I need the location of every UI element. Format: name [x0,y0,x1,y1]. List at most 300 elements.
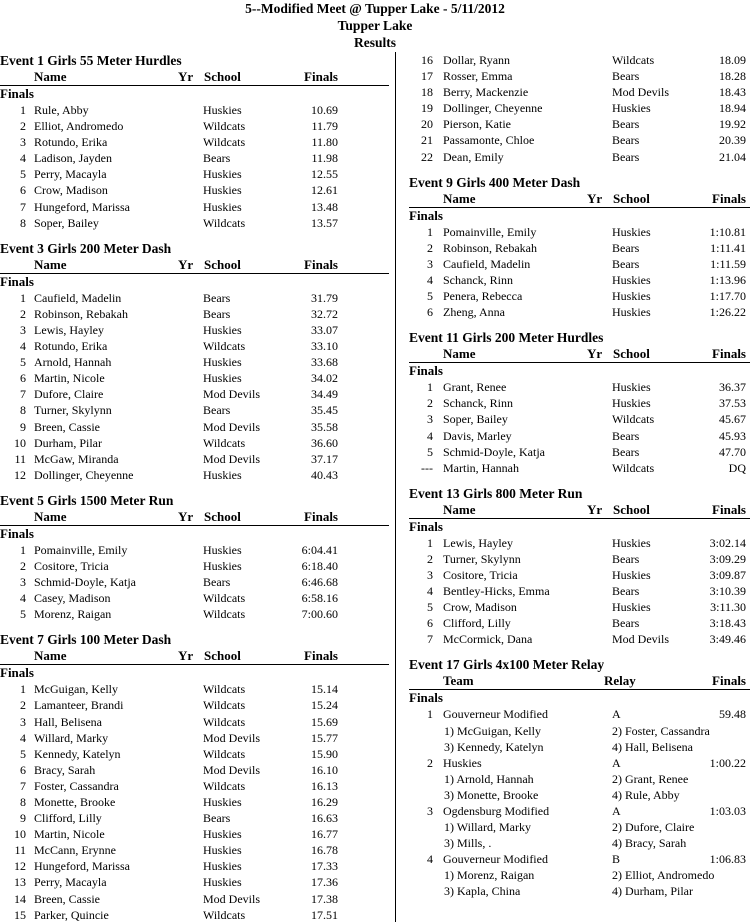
school: Wildcats [203,435,246,450]
school: Huskies [612,289,651,304]
finals-mark: 3:10.39 [709,584,746,599]
result-row [0,858,389,874]
result-row [409,272,750,288]
school: Huskies [612,272,651,287]
finals-mark: 18.43 [719,85,746,100]
col-relay-label: Relay [604,673,636,689]
school: Bears [612,240,640,255]
meet-title: 5--Modified Meet @ Tupper Lake - 5/11/2012 [245,1,505,16]
finals-section-label: Finals [0,525,34,541]
athlete-name: Bentley-Hicks, Emma [443,584,550,599]
athlete-name: Crow, Madison [443,600,517,615]
athlete-name: Lamanteer, Brandi [34,698,124,713]
finals-mark: 32.72 [311,306,338,321]
school: Huskies [612,567,651,582]
school: Bears [612,428,640,443]
result-row [0,370,389,386]
athlete-name: McCann, Erynne [34,843,116,858]
place: 10 [14,827,26,842]
result-row [0,874,389,890]
school: Huskies [203,843,242,858]
col-name-label: Name [34,69,67,84]
school: Mod Devils [203,419,260,434]
result-row [0,215,389,231]
finals-mark: 17.51 [311,907,338,922]
athlete-name: Lewis, Hayley [34,322,104,337]
school: Wildcats [203,591,246,606]
result-row [0,810,389,826]
event-title: Event 9 Girls 400 Meter Dash [409,174,581,190]
place: 6 [20,371,26,386]
right-column [409,52,750,922]
column-header [409,502,750,519]
athlete-name: Parker, Quincie [34,907,109,922]
result-row [409,100,750,116]
place: 5 [20,167,26,182]
school: Bears [612,256,640,271]
school: Wildcats [203,119,246,134]
result-row [0,762,389,778]
team-name: Huskies [443,755,482,770]
col-finals-label: Finals [304,508,338,524]
relay-runner: 4) Durham, Pilar [612,884,693,899]
school: Bears [203,306,231,321]
athlete-name: Monette, Brooke [34,795,116,809]
result-row [0,322,389,338]
place: 3 [20,322,26,337]
finals-mark: 34.02 [311,371,338,386]
finals-mark: 40.43 [311,467,338,482]
school: Bears [203,403,231,418]
school: Wildcats [203,746,246,761]
event-section [409,52,750,165]
finals-mark: 1:17.70 [709,289,746,304]
finals-mark: 12.55 [311,167,338,182]
col-name-label: Name [443,190,476,206]
finals-mark: 15.14 [311,682,338,697]
athlete-name: Elliot, Andromedo [34,119,124,134]
place: 15 [14,907,26,922]
relay-runners-row [409,739,750,755]
finals-section-label: Finals [409,690,443,706]
place: 17 [421,69,433,84]
col-school-label: School [204,256,241,272]
place: 4 [20,339,26,354]
finals-mark: 33.68 [311,355,338,370]
col-finals-label: Finals [304,256,338,272]
result-row [409,615,750,631]
place: 6 [427,305,433,320]
finals-mark: 15.24 [311,698,338,713]
finals-mark: 16.10 [311,762,338,777]
school: Wildcats [203,698,246,713]
place: 16 [421,53,433,67]
place: 8 [20,403,26,418]
relay-runner: 3) Kennedy, Katelyn [444,739,544,754]
athlete-name: Hungeford, Marissa [34,199,130,214]
finals-mark: 10.69 [311,103,338,117]
place: 11 [14,843,26,858]
result-row [409,84,750,100]
col-name-label: Name [443,501,476,517]
result-row [0,730,389,746]
finals-mark: 11.80 [311,135,338,150]
school: Huskies [612,396,651,411]
athlete-name: Breen, Cassie [34,891,100,906]
event-section [409,165,750,321]
finals-mark: 15.90 [311,746,338,761]
school: Huskies [612,535,651,550]
result-row [0,778,389,794]
result-row [0,306,389,322]
finals-mark: 15.77 [311,730,338,745]
result-row [0,558,389,574]
school: Huskies [203,355,242,370]
school: Wildcats [203,682,246,697]
col-yr-label: Yr [178,648,194,664]
event-spacer [0,622,389,631]
school: Wildcats [203,339,246,354]
school: Bears [203,290,231,305]
athlete-name: Hungeford, Marissa [34,859,130,874]
event-section [0,483,389,622]
result-row [409,411,750,427]
athlete-name: Martin, Hannah [443,460,519,475]
athlete-name: Rule, Abby [34,103,89,117]
place: 10 [14,435,26,450]
result-row [0,290,389,306]
athlete-name: Hall, Belisena [34,714,102,729]
finals-mark: 34.49 [311,387,338,402]
place: 4 [427,584,433,599]
athlete-name: Caufield, Madelin [34,290,122,305]
athlete-name: Soper, Bailey [443,412,508,427]
place: 3 [427,567,433,582]
event-spacer [0,483,389,492]
col-yr-label: Yr [587,501,603,517]
result-row [0,842,389,858]
relay-runner: 4) Rule, Abby [612,787,680,802]
school: Wildcats [203,135,246,150]
result-row [409,631,750,647]
school: Huskies [203,467,242,482]
result-row [0,697,389,713]
athlete-name: Soper, Bailey [34,215,99,230]
place: 19 [421,101,433,116]
result-row [0,714,389,730]
relay-runner: 3) Mills, . [444,836,492,851]
place: 2 [427,396,433,411]
place: 4 [427,272,433,287]
athlete-name: Turner, Skylynn [443,551,521,566]
results-heading: Results [353,35,396,50]
athlete-name: Pierson, Katie [443,117,511,132]
result-row [0,590,389,606]
finals-mark: 1:00.22 [709,755,746,770]
result-row [409,444,750,460]
finals-mark: 1:13.96 [709,272,746,287]
event-spacer [409,476,750,485]
place: 1 [20,682,26,697]
athlete-name: Dollar, Ryann [443,53,511,67]
place: 5 [427,289,433,304]
event-section [0,52,389,231]
school: Huskies [612,305,651,320]
finals-mark: 17.36 [311,875,338,890]
relay-runners-row [409,819,750,835]
result-row [0,907,389,923]
finals-mark: 16.77 [311,827,338,842]
event-section [0,622,389,922]
result-row [409,256,750,272]
school: Huskies [612,101,651,116]
result-row [409,460,750,476]
athlete-name: McGaw, Miranda [34,451,119,466]
finals-mark: 31.79 [311,290,338,305]
relay-team-row [409,706,750,722]
athlete-name: Schanck, Rinn [443,272,513,287]
athlete-name: Passamonte, Chloe [443,133,535,148]
place: 12 [14,859,26,874]
column-header [409,346,750,363]
athlete-name: Robinson, Rebakah [443,240,537,255]
finals-mark: 36.37 [719,380,746,395]
school: Wildcats [203,607,246,622]
relay-runner: 3) Kapla, China [444,884,521,899]
finals-mark: 33.07 [311,322,338,337]
relay-runner: 3) Monette, Brooke [444,787,539,802]
col-team-label: Team [443,673,474,689]
place: 6 [20,183,26,198]
result-row [409,68,750,84]
athlete-name: Clifford, Lilly [34,811,102,826]
place: 4 [20,730,26,745]
school: Huskies [203,827,242,842]
left-column [0,52,389,922]
col-name-label: Name [34,508,67,524]
place: 1 [20,290,26,305]
event-section [0,231,389,483]
athlete-name: Turner, Skylynn [34,403,112,418]
athlete-name: Bracy, Sarah [34,762,96,777]
result-row [409,52,750,68]
relay-letter: B [612,852,621,867]
finals-mark: 3:18.43 [709,616,746,631]
event-section [409,476,750,648]
team-name: Gouverneur Modified [443,707,548,722]
col-name-label: Name [34,256,67,272]
finals-section-label: Finals [409,363,443,379]
col-name-label: Name [443,346,476,362]
result-row [0,746,389,762]
finals-mark: 1:10.81 [709,224,746,239]
place: 4 [427,428,433,443]
place: 7 [20,387,26,402]
school: Huskies [203,558,242,573]
finals-mark: 1:11.41 [710,240,746,255]
column-divider [395,52,396,922]
athlete-name: Martin, Nicole [34,371,105,386]
result-row [409,599,750,615]
column-header [409,673,750,690]
relay-runner: 2) Elliot, Andromedo [612,868,715,883]
relay-runners-row [409,771,750,787]
athlete-name: Caufield, Madelin [443,256,531,271]
result-row [409,428,750,444]
event-spacer [409,647,750,656]
result-row [0,419,389,435]
school: Huskies [203,371,242,386]
school: Wildcats [203,215,246,230]
school: Bears [612,551,640,566]
result-row [0,102,389,118]
result-row [409,567,750,583]
finals-mark: 20.39 [719,133,746,148]
col-finals-label: Finals [712,190,746,206]
result-row [409,395,750,411]
finals-mark: 6:18.40 [301,558,338,573]
school: Mod Devils [612,85,669,100]
col-school-label: School [204,648,241,664]
finals-mark: 35.45 [311,403,338,418]
relay-team-row [409,803,750,819]
athlete-name: Ladison, Jayden [34,151,112,166]
school: Huskies [203,103,242,117]
event-title: Event 5 Girls 1500 Meter Run [0,492,174,508]
col-finals-label: Finals [712,673,746,689]
col-school-label: School [204,508,241,524]
finals-mark: DQ [728,460,746,475]
result-row [0,166,389,182]
place: 14 [14,891,26,906]
place: 6 [427,616,433,631]
finals-mark: 6:04.41 [301,542,338,557]
result-row [0,574,389,590]
athlete-name: Grant, Renee [443,380,507,395]
place: 2 [427,755,433,770]
result-row [0,451,389,467]
athlete-name: Morenz, Raigan [34,607,112,622]
athlete-name: Willard, Marky [34,730,109,745]
school: Huskies [203,795,242,809]
school: Bears [203,575,231,590]
relay-runner: 2) Foster, Cassandra [612,723,710,738]
result-row [409,224,750,240]
finals-mark: 3:49.46 [709,632,746,647]
col-school-label: School [613,501,650,517]
relay-runners-row [409,787,750,803]
place: 2 [20,119,26,134]
finals-mark: 1:26.22 [709,305,746,320]
athlete-name: Foster, Cassandra [34,778,119,793]
school: Bears [612,444,640,459]
finals-mark: 59.48 [719,707,746,722]
place: 1 [427,707,433,722]
relay-runners-row [409,723,750,739]
finals-mark: 45.93 [719,428,746,443]
result-row [409,116,750,132]
col-finals-label: Finals [304,648,338,664]
finals-mark: 16.78 [311,843,338,858]
athlete-name: Robinson, Rebakah [34,306,128,321]
place: 9 [20,419,26,434]
col-yr-label: Yr [178,69,194,84]
relay-runner: 1) Willard, Marky [444,820,531,835]
place: 4 [20,151,26,166]
finals-mark: 35.58 [311,419,338,434]
school: Bears [612,149,640,164]
school: Mod Devils [203,730,260,745]
relay-runner: 1) Arnold, Hannah [444,771,534,786]
place: 1 [427,224,433,239]
finals-mark: 21.04 [719,149,746,164]
relay-runners-row [409,883,750,899]
relay-letter: A [612,804,621,818]
athlete-name: Perry, Macayla [34,167,107,182]
athlete-name: Zheng, Anna [443,305,505,320]
finals-mark: 3:09.29 [709,551,746,566]
meet-location: Tupper Lake [337,18,413,33]
place: 7 [20,778,26,793]
result-row [0,467,389,483]
athlete-name: Crow, Madison [34,183,108,198]
result-row [0,891,389,907]
finals-section-label: Finals [409,518,443,534]
school: Wildcats [203,778,246,793]
finals-mark: 18.28 [719,69,746,84]
place: 4 [427,852,433,867]
school: Huskies [203,167,242,182]
col-name-label: Name [34,648,67,664]
finals-mark: 16.63 [311,811,338,826]
event-spacer [409,320,750,329]
place: 2 [427,240,433,255]
place: 13 [14,875,26,890]
place: 5 [20,607,26,622]
result-row [0,150,389,166]
athlete-name: Rotundo, Erika [34,339,108,354]
finals-mark: 45.67 [719,412,746,427]
school: Bears [612,69,640,84]
athlete-name: Schmid-Doyle, Katja [443,444,545,459]
result-row [0,794,389,810]
relay-letter: A [612,755,621,770]
school: Bears [203,811,231,826]
finals-mark: 3:11.30 [710,600,746,615]
col-school-label: School [613,346,650,362]
school: Huskies [203,542,242,557]
athlete-name: Clifford, Lilly [443,616,511,631]
result-row [0,134,389,150]
place: 22 [421,149,433,164]
place: --- [421,460,433,475]
column-header [0,69,389,86]
relay-team-row [409,851,750,867]
finals-mark: 19.92 [719,117,746,132]
place: 3 [20,135,26,150]
result-row [0,826,389,842]
athlete-name: Pomainville, Emily [34,542,128,557]
athlete-name: Arnold, Hannah [34,355,112,370]
relay-runners-row [409,867,750,883]
athlete-name: McGuigan, Kelly [34,682,118,697]
column-header [0,648,389,665]
col-finals-label: Finals [712,346,746,362]
place: 7 [20,199,26,214]
relay-runner: 1) McGuigan, Kelly [444,723,541,738]
athlete-name: Dollinger, Cheyenne [443,101,543,116]
result-row [409,551,750,567]
